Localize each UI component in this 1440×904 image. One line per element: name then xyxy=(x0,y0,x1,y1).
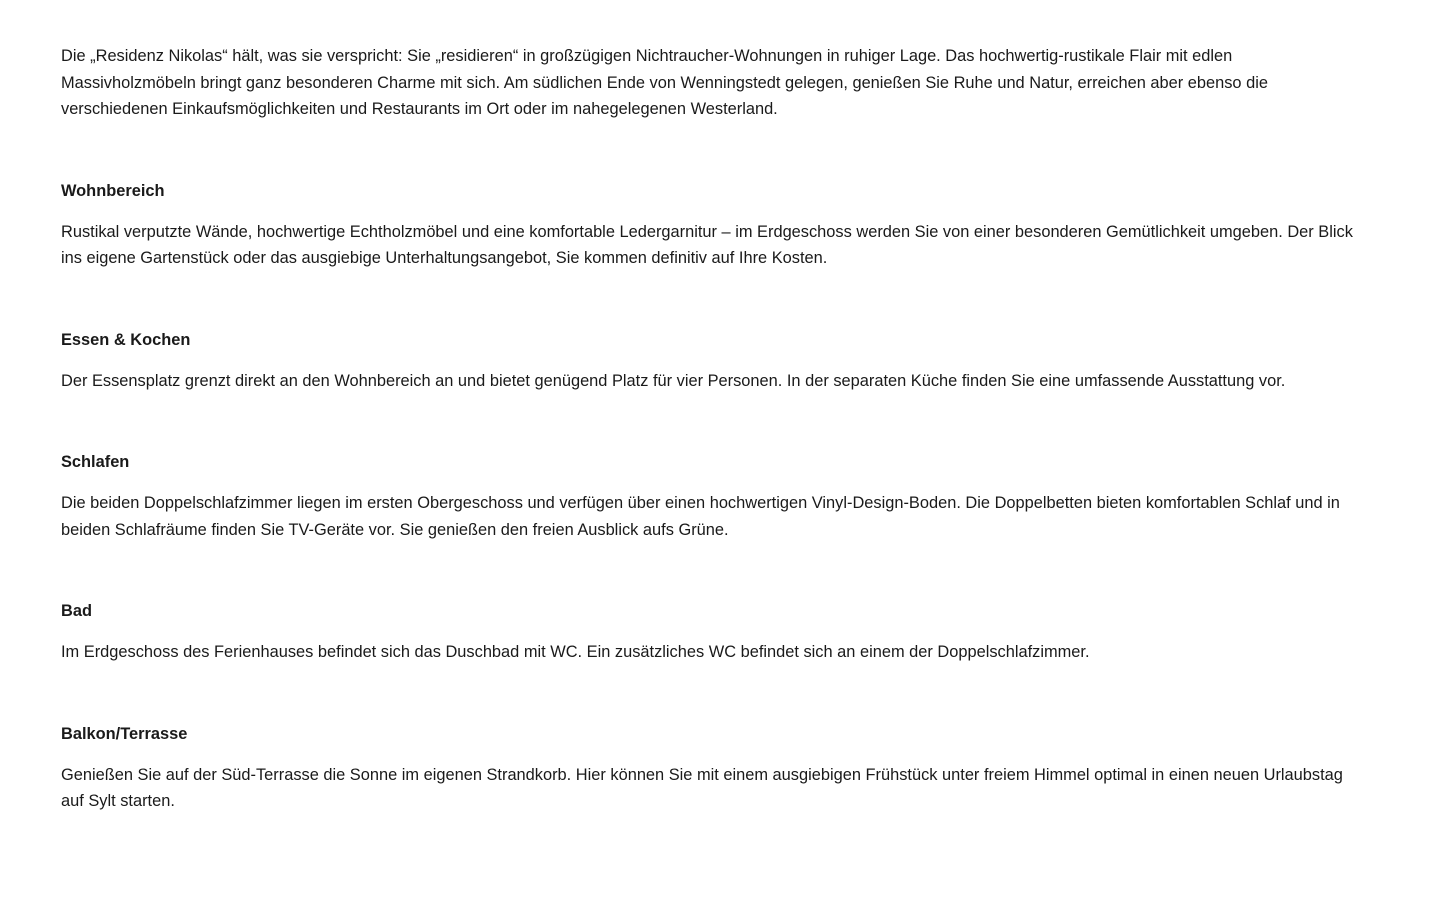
section-title-bad: Bad xyxy=(61,602,92,620)
intro-paragraph: Die „Residenz Nikolas“ hält, was sie verspricht: Sie „residieren“ in großzügigen Nichtraucher-Wohnungen in ruhiger Lage. Das hochwertig-rustikale Flair mit edlen Massivholzmöbeln bringt ganz besonderen Charme mit sich. Am südlichen Ende von Wenningstedt gelegen, genießen Sie Ruhe und Natur, erreichen aber ebenso die verschiedenen Einkaufsmöglichkeiten und Restaurants im Ort oder im nahegelegenen Westerland. xyxy=(61,47,1268,118)
section-title-schlafen: Schlafen xyxy=(61,453,130,471)
section-body-essen-kochen: Der Essensplatz grenzt direkt an den Wohnbereich an und bietet genügend Platz für vier Personen. In der separaten Küche finden Sie eine umfassende Ausstattung vor. xyxy=(61,371,1286,390)
section-balkon-terrasse xyxy=(61,721,1440,815)
section-schlafen xyxy=(61,449,1440,543)
section-title-wohnbereich: Wohnbereich xyxy=(61,181,165,200)
section-body-balkon-terrasse: Genießen Sie auf der Süd-Terrasse die Sonne im eigenen Strandkorb. Hier können Sie mit einem ausgiebigen Frühstück unter freiem Himmel optimal in einen neuen Urlaubstag auf Sylt starten. xyxy=(61,765,1343,810)
section-wohnbereich xyxy=(61,178,1440,272)
section-bad xyxy=(61,598,1440,666)
section-essen-kochen xyxy=(61,327,1440,395)
section-title-balkon-terrasse: Balkon/Terrasse xyxy=(61,724,188,743)
section-body-bad: Im Erdgeschoss des Ferienhauses befindet sich das Duschbad mit WC. Ein zusätzliches WC befindet sich an einem der Doppelschlafzimmer. xyxy=(61,643,1090,661)
section-body-schlafen: Die beiden Doppelschlafzimmer liegen im ersten Obergeschoss und verfügen über einen hochwertigen Vinyl-Design-Boden. Die Doppelbetten bieten komfortablen Schlaf und in beiden Schlafräume finden Sie TV-Geräte vor. Sie genießen den freien Ausblick aufs Grüne. xyxy=(61,494,1340,539)
section-title-essen-kochen: Essen & Kochen xyxy=(61,330,191,349)
section-body-wohnbereich: Rustikal verputzte Wände, hochwertige Echtholzmöbel und eine komfortable Ledergarnitur – im Erdgeschoss werden Sie von einer besonderen Gemütlichkeit umgeben. Der Blick ins eigene Gartenstück oder das ausgiebige Unterhaltungsangebot, Sie kommen definitiv auf Ihre Kosten. xyxy=(61,222,1353,267)
